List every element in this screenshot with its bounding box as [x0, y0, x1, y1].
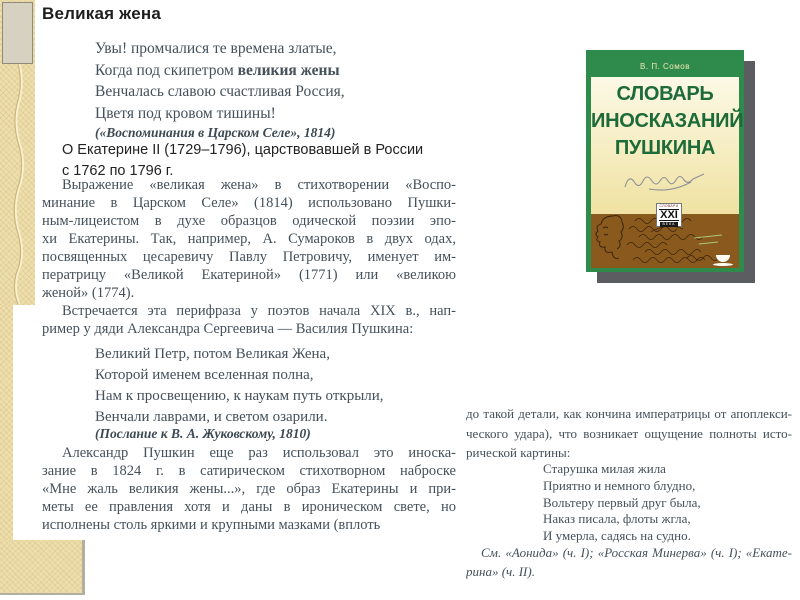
teacup-saucer	[713, 263, 733, 266]
vasily-pushkin-quote-poem	[95, 344, 384, 428]
text-line: ример у дяди Александра Сергеевича — Василия Пушкина:	[42, 321, 414, 337]
text-line: зание в 1824 г. в сатирическом стихотворном наброске	[42, 463, 456, 479]
text-line: минание в Царском Селе» (1814) использовано Пушки-	[42, 195, 456, 211]
text-line: Великий Петр, потом Великая Жена,	[95, 346, 330, 362]
text-line: Встречается эта перифраза у поэтов начала XIX в., нап-	[62, 303, 456, 319]
text-line: Выражение «великая жена» в стихотворении «Воспо-	[62, 177, 456, 193]
poem-line: Венчалась славою счастливая Россия,	[95, 83, 345, 100]
poem-line-bold-text: великия жены	[237, 61, 340, 79]
publisher-badge	[656, 203, 682, 227]
text-line: И умерла, садясь на судно.	[543, 528, 691, 544]
text-line: рина» (ч. II).	[466, 563, 535, 579]
text-line: посвященных цесаревичу Павлу Петровичу, именует им-	[42, 249, 456, 265]
teacup-body	[716, 255, 730, 262]
paragraph-origin	[42, 176, 456, 302]
text-line: См. «Аонида» (ч. I); «Росская Минерва» (ч. I); «Екате-	[481, 545, 792, 560]
text-line: СЛОВАРЬ	[616, 83, 714, 105]
text-line: ПУШКИНА	[614, 137, 716, 159]
text-line: Которой именем вселенная полна,	[95, 367, 314, 383]
text-line: женой» (1774).	[42, 285, 135, 301]
paragraph-periphrase	[42, 302, 456, 338]
text-line: ным-лицеистом в духе образцов одической поэзии эпо-	[42, 213, 456, 229]
text-line: ческого удара), что возникает ощущение полноты исто-	[466, 425, 792, 441]
badge-veka-label: ВЕКА	[660, 222, 678, 227]
paragraph-satire	[42, 444, 456, 534]
poem-line: Увы! промчалися те времена златые,	[95, 40, 337, 57]
text-line: Вольтеру первый друг была,	[543, 494, 701, 510]
epigraph-poem	[95, 38, 345, 124]
book-cover-front	[591, 77, 744, 214]
text-line: «Мне жаль великия жены...», где образ Екатерины и при-	[42, 481, 456, 497]
poem-line: Цветя под кровом тишины!	[95, 104, 276, 122]
epigraph-citation: («Воспоминания в Царском Селе», 1814)	[95, 125, 336, 140]
text-line: до такой детали, как кончина императрицы от апоплекси-	[466, 406, 792, 421]
teacup-icon	[713, 255, 733, 266]
text-line: Венчали лаврами, и светом озарили.	[95, 409, 328, 425]
satire-quote-poem	[543, 461, 701, 545]
text-line: рической картины:	[466, 445, 571, 460]
book-title	[591, 77, 744, 162]
pushkin-profile-doodle	[596, 216, 623, 259]
paper-crack-line	[0, 64, 35, 304]
badge-xxi-label: XXI	[660, 209, 678, 221]
text-line: исполнены столь яркими и крупными мазками (вплоть	[42, 517, 381, 533]
poem-line-text: Когда под скипетром	[95, 61, 238, 79]
text-line: хи Екатерины. Так, например, А. Сумароков в двух одах,	[42, 231, 456, 247]
corner-paper-block	[0, 540, 85, 595]
left-border-strip-lower	[0, 305, 13, 540]
quote-citation: (Послание к В. А. Жуковскому, 1810)	[95, 426, 311, 441]
see-also-note	[466, 544, 792, 581]
text-line: Александр Пушкин еще раз использовал это иноска-	[62, 445, 456, 461]
book-author: В. П. Сомов	[591, 55, 739, 77]
text-line: ИНОСКАЗАНИЙ	[591, 110, 744, 132]
book-cover	[586, 50, 744, 272]
text-line: О Екатерине II (1729–1796), царствовавшей в России	[62, 142, 424, 158]
text-line: Приятно и немного блудно,	[543, 477, 696, 493]
text-line: ператрицу «Великой Екатериной» (1771) или «великою	[42, 267, 456, 283]
poem-line	[95, 60, 345, 82]
text-line: Старушка милая жила	[543, 461, 666, 476]
text-line: меты ее правления хотя и даны в ироническом свете, но	[42, 499, 456, 515]
badge-series-label: СЛОВАРИ	[659, 204, 679, 208]
text-line: с 1762 по 1796 г.	[62, 163, 174, 179]
continuation-paragraph	[466, 404, 792, 463]
page-title: Великая жена	[42, 4, 161, 23]
text-line: Нам к просвещению, к наукам путь открыли,	[95, 388, 384, 404]
paper-card-decoration	[2, 2, 33, 64]
text-line: Наказ писала, флоты жгла,	[543, 511, 691, 527]
pushkin-signature	[619, 169, 711, 195]
